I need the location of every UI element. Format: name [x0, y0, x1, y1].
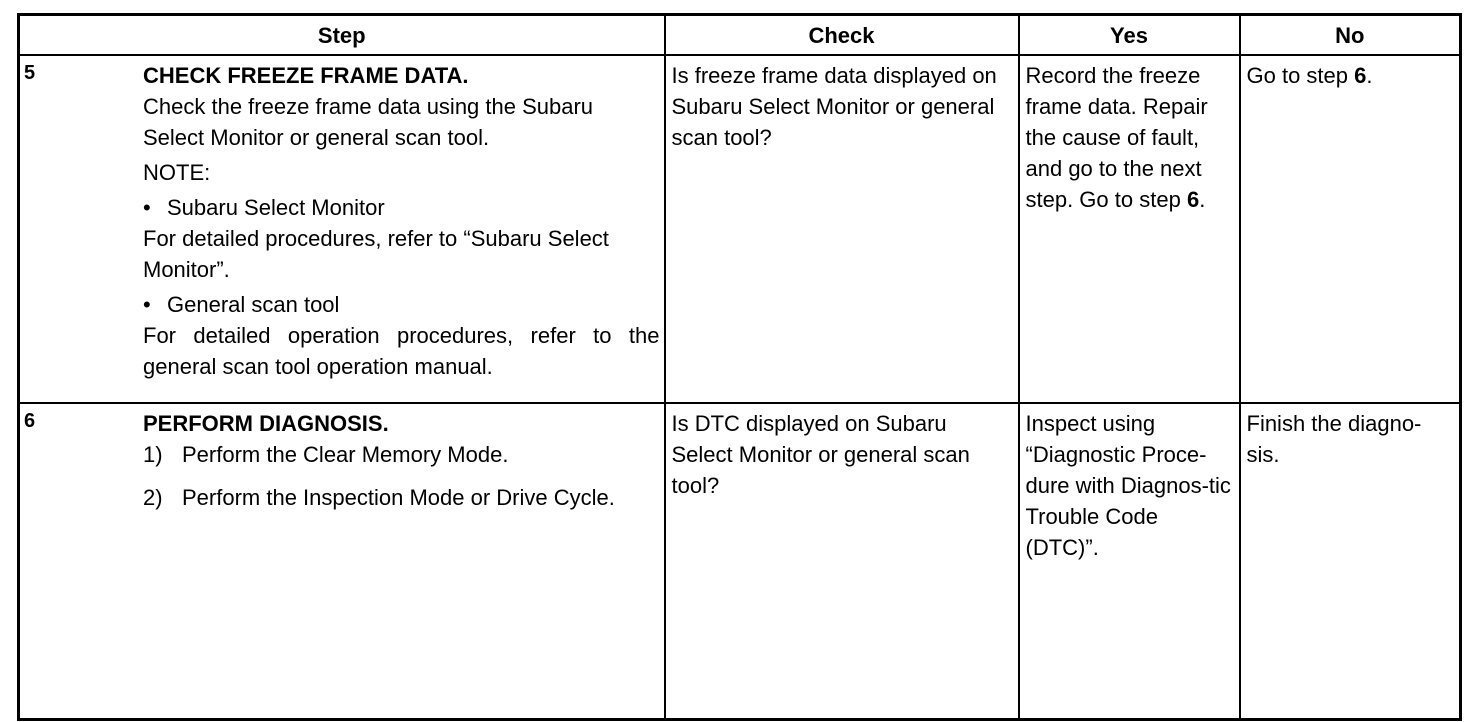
note-text: For detailed operation procedures, refer to the general scan tool operation manual. — [143, 323, 660, 379]
note-heading: General scan tool — [167, 292, 340, 317]
yes-cell — [1019, 55, 1240, 403]
header-check: Check — [665, 15, 1019, 56]
step-title: CHECK FREEZE FRAME DATA. — [143, 63, 469, 88]
no-cell — [1240, 403, 1461, 720]
check-cell — [665, 55, 1019, 403]
step-body — [143, 56, 664, 382]
header-no: No — [1240, 15, 1461, 56]
check-cell — [665, 403, 1019, 720]
note-label: NOTE: — [143, 160, 211, 185]
step-body — [143, 404, 664, 513]
no-step-ref: 6 — [1354, 63, 1367, 88]
no-end: . — [1366, 63, 1373, 88]
check-text: Is DTC displayed on Subaru Select Monitor or general scan tool? — [671, 411, 970, 498]
procedure-item — [143, 482, 660, 513]
table-row — [19, 55, 1461, 403]
no-text: Finish the diagno-sis. — [1246, 411, 1422, 467]
step-title: PERFORM DIAGNOSIS. — [143, 411, 389, 436]
no-cell — [1240, 55, 1461, 403]
step-cell — [19, 55, 665, 403]
header-step: Step — [19, 15, 665, 56]
note-bullet-item — [143, 192, 660, 223]
table-row — [19, 403, 1461, 720]
check-text: Is freeze frame data displayed on Subaru Select Monitor or general scan tool? — [671, 63, 997, 150]
note-bullet-item — [143, 289, 660, 320]
procedure-number: 1) — [143, 442, 163, 467]
yes-step-ref: 6 — [1186, 187, 1200, 212]
yes-text: Inspect using “Diagnostic Proce-dure with Diagnos-tic Trouble Code (DTC)”. — [1025, 411, 1231, 560]
step-description: Check the freeze frame data using the Subaru Select Monitor or general scan tool. — [143, 94, 594, 150]
procedure-number: 2) — [143, 485, 163, 510]
yes-cell — [1019, 403, 1240, 720]
note-heading: Subaru Select Monitor — [167, 195, 385, 220]
procedure-text: Perform the Clear Memory Mode. — [182, 442, 509, 467]
bullet-icon: • — [143, 195, 151, 220]
step-number: 6 — [24, 410, 36, 432]
step-number: 5 — [24, 62, 36, 84]
procedure-item — [143, 439, 660, 470]
header-yes: Yes — [1019, 15, 1240, 56]
yes-text: Record the freeze frame data. Repair the cause of fault, and go to the next step. Go to step — [1025, 63, 1208, 212]
note-text: For detailed procedures, refer to “Subaru Select Monitor”. — [143, 226, 609, 282]
no-text: Go to step — [1246, 63, 1349, 88]
step-cell — [19, 403, 665, 720]
procedure-text: Perform the Inspection Mode or Drive Cycle. — [182, 485, 615, 510]
yes-end: . — [1199, 187, 1206, 212]
diagnostic-table — [17, 13, 1462, 721]
bullet-icon: • — [143, 292, 151, 317]
header-row — [19, 15, 1461, 56]
